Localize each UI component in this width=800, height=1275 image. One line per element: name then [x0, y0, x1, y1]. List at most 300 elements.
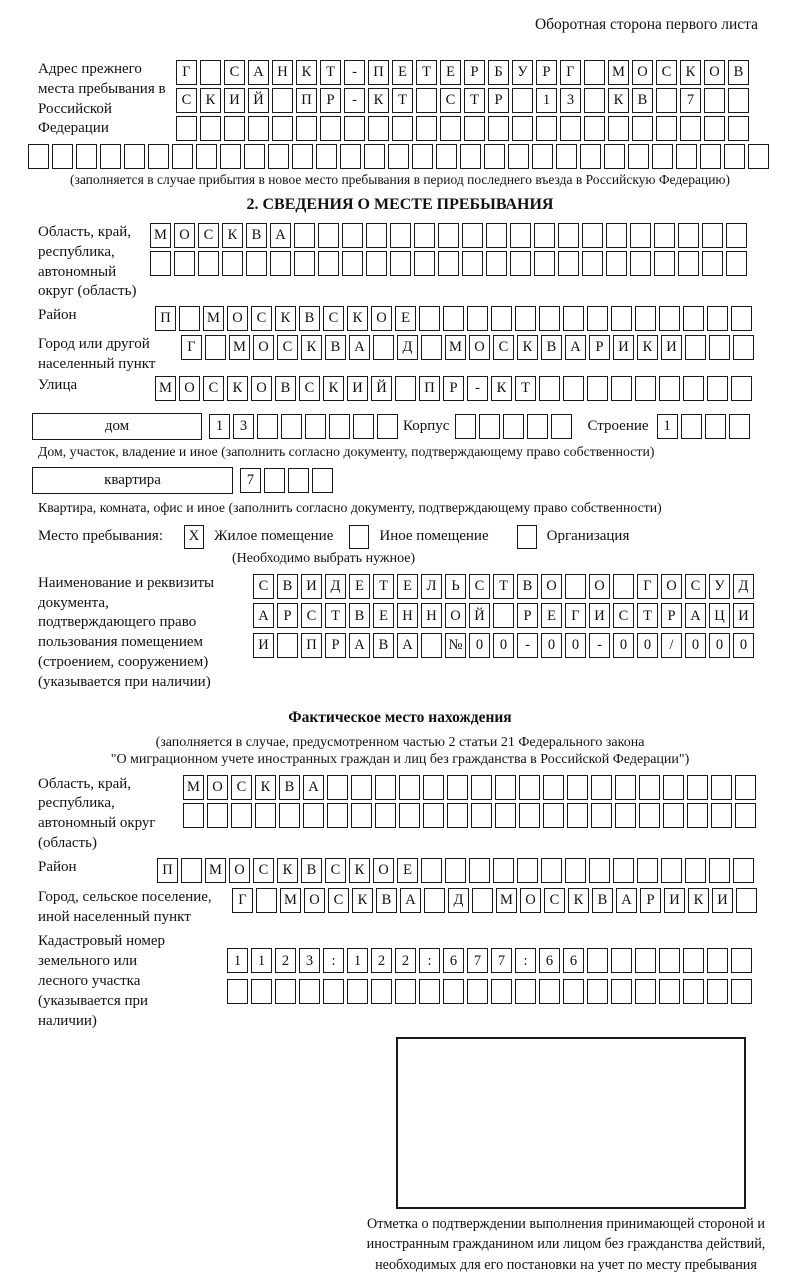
form-cell[interactable]	[700, 144, 721, 169]
form-cell[interactable]: П	[296, 88, 317, 113]
form-cell[interactable]	[327, 775, 348, 800]
form-cell[interactable]	[731, 979, 752, 1004]
form-cell[interactable]	[270, 251, 291, 276]
form-cell[interactable]: 0	[493, 633, 514, 658]
form-cell[interactable]: С	[328, 888, 349, 913]
form-cell[interactable]	[704, 116, 725, 141]
form-cell[interactable]: О	[174, 223, 195, 248]
form-cell[interactable]	[318, 251, 339, 276]
form-cell[interactable]	[264, 468, 285, 493]
form-cell[interactable]	[375, 803, 396, 828]
form-cell[interactable]	[659, 979, 680, 1004]
form-cell[interactable]: 2	[371, 948, 392, 973]
form-cell[interactable]	[551, 414, 572, 439]
form-cell[interactable]	[709, 858, 730, 883]
form-cell[interactable]: Р	[443, 376, 464, 401]
form-cell[interactable]: Е	[397, 858, 418, 883]
form-cell[interactable]	[329, 414, 350, 439]
form-cell[interactable]	[52, 144, 73, 169]
form-cell[interactable]: В	[299, 306, 320, 331]
form-cell[interactable]: Е	[392, 60, 413, 85]
form-cell[interactable]	[460, 144, 481, 169]
form-cell[interactable]: Е	[395, 306, 416, 331]
form-cell[interactable]	[711, 775, 732, 800]
form-cell[interactable]: В	[279, 775, 300, 800]
form-cell[interactable]	[438, 223, 459, 248]
form-cell[interactable]	[613, 858, 634, 883]
form-cell[interactable]	[467, 306, 488, 331]
form-cell[interactable]: М	[205, 858, 226, 883]
form-cell[interactable]: И	[661, 335, 682, 360]
form-cell[interactable]	[251, 979, 272, 1004]
form-cell[interactable]: В	[246, 223, 267, 248]
form-cell[interactable]: А	[349, 335, 370, 360]
form-cell[interactable]	[488, 116, 509, 141]
form-cell[interactable]: Д	[733, 574, 754, 599]
form-cell[interactable]	[231, 803, 252, 828]
form-cell[interactable]: А	[565, 335, 586, 360]
form-cell[interactable]: И	[733, 603, 754, 628]
form-cell[interactable]: С	[544, 888, 565, 913]
form-cell[interactable]	[606, 251, 627, 276]
form-cell[interactable]: С	[253, 858, 274, 883]
form-cell[interactable]	[491, 979, 512, 1004]
form-cell[interactable]	[467, 979, 488, 1004]
form-cell[interactable]	[414, 251, 435, 276]
form-cell[interactable]: В	[728, 60, 749, 85]
form-cell[interactable]: :	[515, 948, 536, 973]
form-cell[interactable]: 7	[680, 88, 701, 113]
form-cell[interactable]: Е	[440, 60, 461, 85]
form-cell[interactable]: 1	[657, 414, 678, 439]
form-cell[interactable]: С	[440, 88, 461, 113]
form-cell[interactable]	[462, 223, 483, 248]
form-cell[interactable]	[707, 979, 728, 1004]
form-cell[interactable]	[611, 979, 632, 1004]
form-cell[interactable]: :	[323, 948, 344, 973]
form-cell[interactable]: К	[688, 888, 709, 913]
form-cell[interactable]	[390, 223, 411, 248]
form-cell[interactable]: В	[373, 633, 394, 658]
form-cell[interactable]	[493, 603, 514, 628]
form-cell[interactable]	[495, 775, 516, 800]
form-cell[interactable]	[567, 803, 588, 828]
form-cell[interactable]: -	[467, 376, 488, 401]
form-cell[interactable]: Р	[464, 60, 485, 85]
form-cell[interactable]	[294, 223, 315, 248]
form-cell[interactable]: Р	[325, 633, 346, 658]
form-cell[interactable]	[100, 144, 121, 169]
form-cell[interactable]: К	[255, 775, 276, 800]
form-cell[interactable]: И	[301, 574, 322, 599]
form-cell[interactable]: К	[368, 88, 389, 113]
form-cell[interactable]	[558, 251, 579, 276]
form-cell[interactable]: И	[253, 633, 274, 658]
form-cell[interactable]: И	[664, 888, 685, 913]
form-cell[interactable]: У	[512, 60, 533, 85]
form-cell[interactable]	[728, 88, 749, 113]
form-cell[interactable]: О	[207, 775, 228, 800]
form-cell[interactable]: С	[277, 335, 298, 360]
form-cell[interactable]: Т	[493, 574, 514, 599]
form-cell[interactable]: М	[155, 376, 176, 401]
form-cell[interactable]	[726, 223, 747, 248]
form-cell[interactable]: П	[301, 633, 322, 658]
form-cell[interactable]: У	[709, 574, 730, 599]
form-cell[interactable]: Т	[515, 376, 536, 401]
form-cell[interactable]	[678, 251, 699, 276]
form-cell[interactable]: -	[344, 60, 365, 85]
form-cell[interactable]: О	[469, 335, 490, 360]
form-cell[interactable]: М	[496, 888, 517, 913]
form-cell[interactable]	[611, 948, 632, 973]
form-cell[interactable]: 0	[637, 633, 658, 658]
residential-checkbox[interactable]: X	[184, 525, 204, 549]
form-cell[interactable]: С	[231, 775, 252, 800]
form-cell[interactable]	[685, 335, 706, 360]
form-cell[interactable]	[748, 144, 769, 169]
form-cell[interactable]	[366, 223, 387, 248]
form-cell[interactable]: Н	[272, 60, 293, 85]
form-cell[interactable]: Д	[325, 574, 346, 599]
form-cell[interactable]: 6	[563, 948, 584, 973]
form-cell[interactable]	[399, 803, 420, 828]
form-cell[interactable]	[728, 116, 749, 141]
form-cell[interactable]	[447, 803, 468, 828]
form-cell[interactable]	[399, 775, 420, 800]
form-cell[interactable]: Т	[464, 88, 485, 113]
form-cell[interactable]	[256, 888, 277, 913]
form-cell[interactable]: 1	[536, 88, 557, 113]
form-cell[interactable]: -	[517, 633, 538, 658]
form-cell[interactable]	[318, 223, 339, 248]
form-cell[interactable]	[707, 306, 728, 331]
form-cell[interactable]	[445, 858, 466, 883]
form-cell[interactable]: Р	[277, 603, 298, 628]
form-cell[interactable]	[366, 251, 387, 276]
form-cell[interactable]	[351, 775, 372, 800]
form-cell[interactable]	[443, 306, 464, 331]
form-cell[interactable]	[395, 979, 416, 1004]
form-cell[interactable]	[377, 414, 398, 439]
form-cell[interactable]	[731, 306, 752, 331]
form-cell[interactable]: Г	[176, 60, 197, 85]
form-cell[interactable]: А	[616, 888, 637, 913]
form-cell[interactable]	[654, 223, 675, 248]
form-cell[interactable]	[255, 803, 276, 828]
form-cell[interactable]	[176, 116, 197, 141]
form-cell[interactable]: К	[275, 306, 296, 331]
form-cell[interactable]	[423, 803, 444, 828]
form-cell[interactable]: Д	[397, 335, 418, 360]
form-cell[interactable]	[416, 88, 437, 113]
form-cell[interactable]	[479, 414, 500, 439]
form-cell[interactable]: Т	[392, 88, 413, 113]
form-cell[interactable]	[709, 335, 730, 360]
form-cell[interactable]	[565, 858, 586, 883]
form-cell[interactable]	[342, 251, 363, 276]
form-cell[interactable]	[663, 803, 684, 828]
form-cell[interactable]	[539, 376, 560, 401]
form-cell[interactable]	[635, 979, 656, 1004]
form-cell[interactable]	[611, 306, 632, 331]
form-cell[interactable]	[205, 335, 226, 360]
form-cell[interactable]	[683, 376, 704, 401]
form-cell[interactable]: О	[179, 376, 200, 401]
form-cell[interactable]	[471, 775, 492, 800]
form-cell[interactable]	[663, 775, 684, 800]
form-cell[interactable]	[731, 376, 752, 401]
form-cell[interactable]	[702, 251, 723, 276]
form-cell[interactable]	[424, 888, 445, 913]
form-cell[interactable]	[659, 306, 680, 331]
form-cell[interactable]: О	[371, 306, 392, 331]
form-cell[interactable]	[207, 803, 228, 828]
form-cell[interactable]: А	[303, 775, 324, 800]
form-cell[interactable]	[539, 306, 560, 331]
form-cell[interactable]: О	[661, 574, 682, 599]
form-cell[interactable]: П	[419, 376, 440, 401]
form-cell[interactable]	[246, 251, 267, 276]
form-cell[interactable]	[196, 144, 217, 169]
form-cell[interactable]	[558, 223, 579, 248]
form-cell[interactable]	[517, 858, 538, 883]
form-cell[interactable]	[316, 144, 337, 169]
form-cell[interactable]: 0	[709, 633, 730, 658]
form-cell[interactable]	[606, 223, 627, 248]
form-cell[interactable]: Т	[416, 60, 437, 85]
form-cell[interactable]	[639, 775, 660, 800]
form-cell[interactable]: О	[632, 60, 653, 85]
form-cell[interactable]: К	[200, 88, 221, 113]
form-cell[interactable]: Т	[637, 603, 658, 628]
form-cell[interactable]	[587, 979, 608, 1004]
form-cell[interactable]	[543, 775, 564, 800]
form-cell[interactable]	[248, 116, 269, 141]
form-cell[interactable]: С	[493, 335, 514, 360]
form-cell[interactable]: Р	[320, 88, 341, 113]
form-cell[interactable]	[28, 144, 49, 169]
form-cell[interactable]: 1	[347, 948, 368, 973]
form-cell[interactable]: В	[541, 335, 562, 360]
form-cell[interactable]	[491, 306, 512, 331]
form-cell[interactable]: Р	[661, 603, 682, 628]
form-cell[interactable]: В	[376, 888, 397, 913]
form-cell[interactable]	[733, 335, 754, 360]
form-cell[interactable]	[630, 251, 651, 276]
form-cell[interactable]: К	[568, 888, 589, 913]
form-cell[interactable]	[183, 803, 204, 828]
form-cell[interactable]: №	[445, 633, 466, 658]
form-cell[interactable]	[608, 116, 629, 141]
form-cell[interactable]: К	[637, 335, 658, 360]
form-cell[interactable]	[220, 144, 241, 169]
form-cell[interactable]	[519, 803, 540, 828]
form-cell[interactable]	[587, 306, 608, 331]
form-cell[interactable]: К	[349, 858, 370, 883]
form-cell[interactable]	[305, 414, 326, 439]
form-cell[interactable]	[150, 251, 171, 276]
form-cell[interactable]: Ц	[709, 603, 730, 628]
form-cell[interactable]: О	[520, 888, 541, 913]
form-cell[interactable]	[148, 144, 169, 169]
other-premises-checkbox[interactable]	[349, 525, 369, 549]
form-cell[interactable]	[652, 144, 673, 169]
form-cell[interactable]: В	[517, 574, 538, 599]
form-cell[interactable]: Р	[517, 603, 538, 628]
form-cell[interactable]	[687, 803, 708, 828]
form-cell[interactable]: П	[155, 306, 176, 331]
form-cell[interactable]: В	[349, 603, 370, 628]
form-cell[interactable]	[678, 223, 699, 248]
form-cell[interactable]	[268, 144, 289, 169]
form-cell[interactable]: С	[685, 574, 706, 599]
form-cell[interactable]: К	[277, 858, 298, 883]
form-cell[interactable]: Г	[232, 888, 253, 913]
form-cell[interactable]: О	[704, 60, 725, 85]
form-cell[interactable]	[312, 468, 333, 493]
form-cell[interactable]	[486, 223, 507, 248]
form-cell[interactable]	[275, 979, 296, 1004]
form-cell[interactable]: А	[248, 60, 269, 85]
form-cell[interactable]	[702, 223, 723, 248]
form-cell[interactable]	[222, 251, 243, 276]
form-cell[interactable]	[423, 775, 444, 800]
form-cell[interactable]: 0	[541, 633, 562, 658]
form-cell[interactable]: А	[397, 633, 418, 658]
form-cell[interactable]	[419, 979, 440, 1004]
form-cell[interactable]	[486, 251, 507, 276]
form-cell[interactable]: 0	[613, 633, 634, 658]
form-cell[interactable]	[683, 948, 704, 973]
form-cell[interactable]	[707, 948, 728, 973]
form-cell[interactable]	[527, 414, 548, 439]
form-cell[interactable]: М	[183, 775, 204, 800]
form-cell[interactable]: Е	[349, 574, 370, 599]
form-cell[interactable]	[534, 223, 555, 248]
form-cell[interactable]: И	[589, 603, 610, 628]
form-cell[interactable]	[296, 116, 317, 141]
form-cell[interactable]	[495, 803, 516, 828]
form-cell[interactable]	[340, 144, 361, 169]
form-cell[interactable]: Т	[320, 60, 341, 85]
form-cell[interactable]	[472, 888, 493, 913]
form-cell[interactable]: 3	[560, 88, 581, 113]
form-cell[interactable]	[281, 414, 302, 439]
form-cell[interactable]	[584, 116, 605, 141]
form-cell[interactable]: 0	[469, 633, 490, 658]
form-cell[interactable]	[455, 414, 476, 439]
form-cell[interactable]	[659, 948, 680, 973]
form-cell[interactable]: С	[253, 574, 274, 599]
form-cell[interactable]	[615, 775, 636, 800]
form-cell[interactable]: О	[589, 574, 610, 599]
organization-checkbox[interactable]	[517, 525, 537, 549]
form-cell[interactable]: 0	[733, 633, 754, 658]
form-cell[interactable]	[680, 116, 701, 141]
form-cell[interactable]: Е	[373, 603, 394, 628]
form-cell[interactable]	[656, 116, 677, 141]
form-cell[interactable]: -	[589, 633, 610, 658]
form-cell[interactable]	[364, 144, 385, 169]
form-cell[interactable]	[244, 144, 265, 169]
form-cell[interactable]: Р	[536, 60, 557, 85]
form-cell[interactable]: Й	[469, 603, 490, 628]
form-cell[interactable]	[656, 88, 677, 113]
form-cell[interactable]: 1	[209, 414, 230, 439]
form-cell[interactable]	[512, 116, 533, 141]
form-cell[interactable]: С	[251, 306, 272, 331]
form-cell[interactable]	[681, 414, 702, 439]
form-cell[interactable]: О	[373, 858, 394, 883]
form-cell[interactable]: С	[469, 574, 490, 599]
form-cell[interactable]: И	[224, 88, 245, 113]
form-cell[interactable]	[615, 803, 636, 828]
form-cell[interactable]: 2	[275, 948, 296, 973]
form-cell[interactable]: 2	[395, 948, 416, 973]
form-cell[interactable]	[294, 251, 315, 276]
form-cell[interactable]	[327, 803, 348, 828]
form-cell[interactable]: Н	[421, 603, 442, 628]
form-cell[interactable]	[676, 144, 697, 169]
form-cell[interactable]: О	[227, 306, 248, 331]
form-cell[interactable]: С	[299, 376, 320, 401]
form-cell[interactable]: М	[150, 223, 171, 248]
form-cell[interactable]	[462, 251, 483, 276]
form-cell[interactable]	[342, 223, 363, 248]
form-cell[interactable]: 7	[467, 948, 488, 973]
form-cell[interactable]: В	[592, 888, 613, 913]
form-cell[interactable]: В	[325, 335, 346, 360]
form-cell[interactable]	[512, 88, 533, 113]
form-cell[interactable]: Е	[397, 574, 418, 599]
form-cell[interactable]: Й	[371, 376, 392, 401]
form-cell[interactable]	[510, 251, 531, 276]
form-cell[interactable]: С	[613, 603, 634, 628]
form-cell[interactable]: О	[251, 376, 272, 401]
form-cell[interactable]	[419, 306, 440, 331]
form-cell[interactable]: В	[277, 574, 298, 599]
form-cell[interactable]	[368, 116, 389, 141]
form-cell[interactable]	[436, 144, 457, 169]
form-cell[interactable]	[611, 376, 632, 401]
form-cell[interactable]	[726, 251, 747, 276]
form-cell[interactable]	[438, 251, 459, 276]
form-cell[interactable]	[584, 88, 605, 113]
form-cell[interactable]	[412, 144, 433, 169]
form-cell[interactable]: М	[608, 60, 629, 85]
form-cell[interactable]	[227, 979, 248, 1004]
form-cell[interactable]	[510, 223, 531, 248]
form-cell[interactable]	[711, 803, 732, 828]
form-cell[interactable]: /	[661, 633, 682, 658]
form-cell[interactable]: Т	[373, 574, 394, 599]
form-cell[interactable]	[347, 979, 368, 1004]
form-cell[interactable]	[508, 144, 529, 169]
form-cell[interactable]	[580, 144, 601, 169]
form-cell[interactable]	[303, 803, 324, 828]
form-cell[interactable]	[320, 116, 341, 141]
form-cell[interactable]	[323, 979, 344, 1004]
form-cell[interactable]: К	[347, 306, 368, 331]
form-cell[interactable]: М	[445, 335, 466, 360]
form-cell[interactable]: С	[323, 306, 344, 331]
form-cell[interactable]	[628, 144, 649, 169]
form-cell[interactable]: С	[325, 858, 346, 883]
form-cell[interactable]	[288, 468, 309, 493]
form-cell[interactable]: М	[203, 306, 224, 331]
form-cell[interactable]: Д	[448, 888, 469, 913]
